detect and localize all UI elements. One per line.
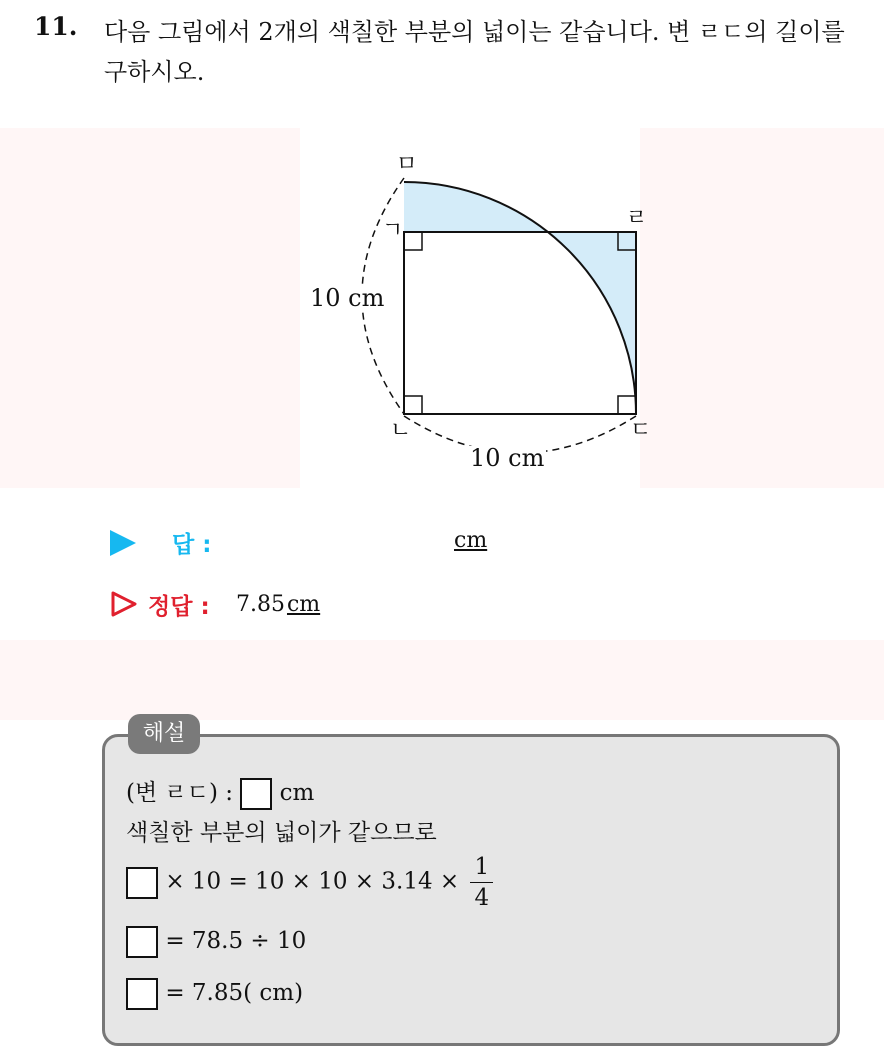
background-patch [0,128,300,488]
question-text: 다음 그림에서 2개의 색칠한 부분의 넓이는 같습니다. 변 ㄹㄷ의 길이를 구하시오. [104,18,845,86]
solution-tab: 해설 [128,714,200,754]
correct-unit: cm [286,592,321,617]
solution-line-3 [126,852,493,913]
blank-box [126,867,158,899]
answer-unit: cm [454,528,488,553]
right-angle-mark [618,396,636,414]
solution-line-5 [126,978,303,1010]
solution-line-1-prefix: (변 ㄹㄷ) : [126,780,233,806]
geometry-figure [300,150,680,480]
solution-line-3-expr: × 10 = 10 × 10 × 3.14 × [165,868,460,895]
label-nieun: ㄴ [390,418,412,443]
figure-drawing [300,150,680,480]
label-digeut: ㄷ [630,418,652,443]
right-angle-mark [404,232,422,250]
right-angle-mark [404,396,422,414]
question-number: 11. [34,12,78,41]
answer-label: 답 : [172,532,212,558]
solution-line-2: 색칠한 부분의 넓이가 같으므로 [126,820,437,846]
shaded-region-right [548,232,636,414]
solution-line-1-suffix: cm [279,780,315,806]
label-giyeok: ㄱ [382,218,404,243]
solution-line-4 [126,926,306,958]
blank-box [126,926,158,958]
correct-value-group [236,592,320,617]
solution-line-1 [126,774,314,810]
shaded-region-top [404,182,548,232]
fraction [470,852,493,913]
blank-box [240,778,272,810]
label-rieul: ㄹ [626,206,648,231]
fraction-numerator: 1 [470,852,493,883]
solution-line-4-expr: = 78.5 ÷ 10 [165,928,307,954]
correct-label: 정답 : [148,594,210,620]
solution-line-5-expr: = 7.85( cm) [165,980,304,1006]
fraction-denominator: 4 [474,885,490,911]
correct-value: 7.85 [236,592,285,617]
bottom-measure-label: 10 cm [470,444,545,472]
background-patch [0,640,884,720]
label-mieum: ㅁ [396,152,418,177]
left-measure-label: 10 cm [310,284,385,312]
outline-triangle-icon [110,590,138,618]
play-triangle-icon [110,530,136,556]
blank-box [126,978,158,1010]
